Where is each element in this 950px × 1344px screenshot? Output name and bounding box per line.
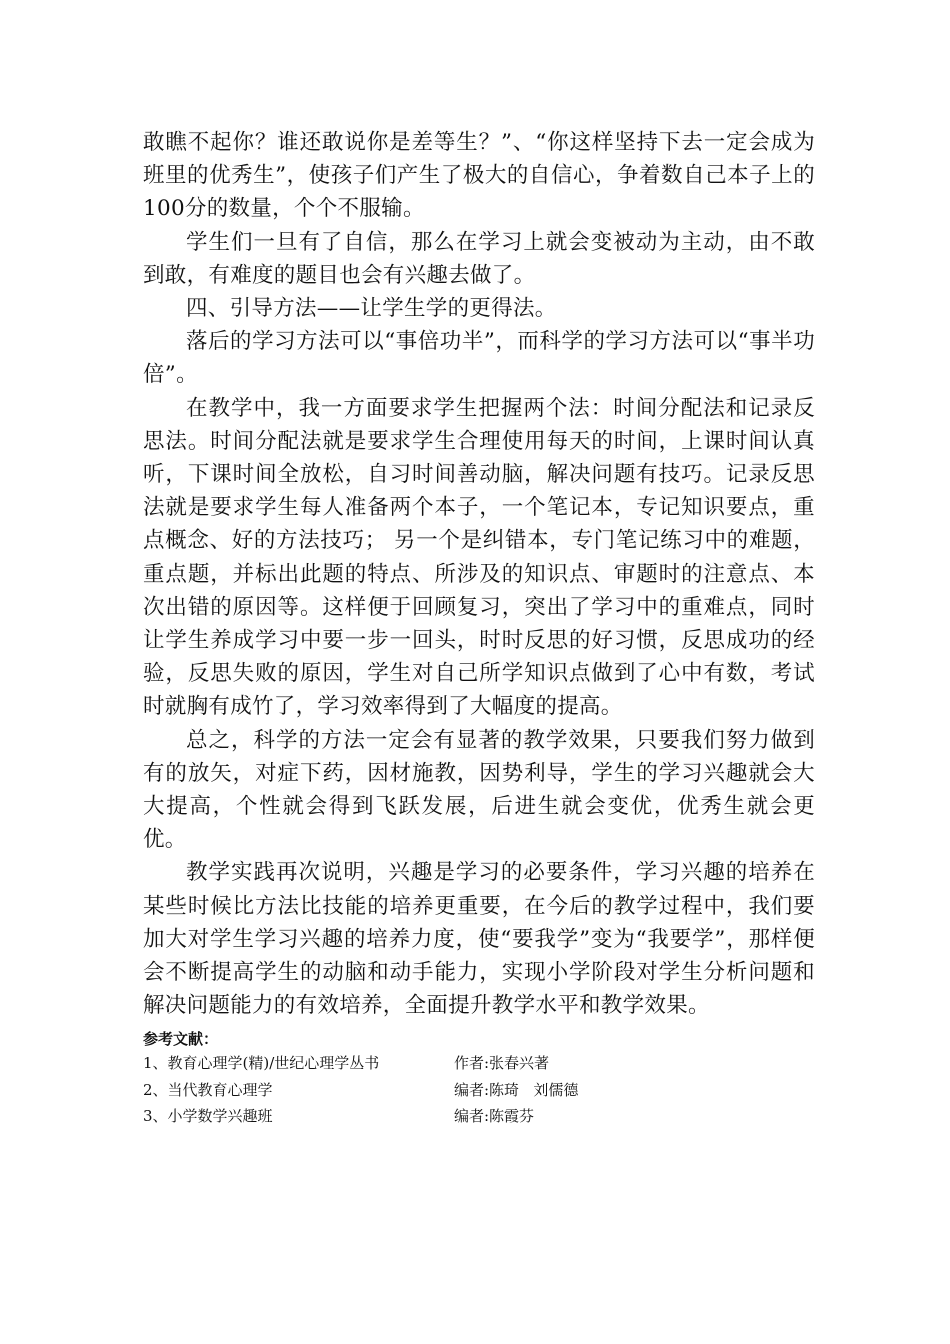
reference-title: 2、当代教育心理学 [143,1080,273,1099]
reference-item [143,1103,815,1130]
body-paragraph: 总之，科学的方法一定会有显著的教学效果，只要我们努力做到有的放矢，对症下药，因材施教，因势利导，学生的学习兴趣就会大大提高，个性就会得到飞跃发展，后进生就会变优，优秀生就会更优。 [143,727,815,853]
reference-author: 作者:张春兴著 [454,1054,550,1073]
references-section [143,1028,815,1130]
references-title: 参考文献： [143,1030,219,1049]
reference-item [143,1050,815,1077]
reference-author: 编者:陈琦 刘儒德 [454,1080,579,1099]
section-heading: 四、引导方法——让学生学的更得法。 [186,296,557,322]
reference-title: 3、小学数学兴趣班 [143,1107,273,1126]
reference-title: 1、教育心理学(精)/世纪心理学丛书 [143,1054,380,1073]
body-paragraph: 教学实践再次说明，兴趣是学习的必要条件，学习兴趣的培养在某些时候比方法比技能的培养更重要，在今后的教学过程中，我们要加大对学生学习兴趣的培养力度，使“要我学”变为“我要学”，那样便会不断提高学生的动脑和动手能力，实现小学阶段对学生分析问题和解决问题能力的有效培养，全面提升教学水平和教学效果。 [143,860,815,1019]
reference-item [143,1077,815,1104]
body-paragraph: 敢瞧不起你？谁还敢说你是差等生？”、“你这样坚持下去一定会成为班里的优秀生”，使孩子们产生了极大的自信心，争着数自己本子上的100分的数量，个个不服输。 [143,130,815,222]
reference-author: 编者:陈霞芬 [454,1107,535,1126]
document-page [143,126,815,1130]
body-paragraph: 落后的学习方法可以“事倍功半”，而科学的学习方法可以“事半功倍”。 [143,329,815,388]
body-paragraph: 在教学中，我一方面要求学生把握两个法：时间分配法和记录反思法。时间分配法就是要求学生合理使用每天的时间，上课时间认真听，下课时间全放松，自习时间善动脑，解决问题有技巧。记录反思法就是要求学生每人准备两个本子，一个笔记本，专记知识要点，重点概念、好的方法技巧； 另一个是纠错本，专门笔记练习中的难题，重点题，并标出此题的特点、所涉及的知识点、审题时的注意点、本次出错的原因等。这样便于回顾复习，突出了学习中的重难点，同时让学生养成学习中要一步一回头，时时反思的好习惯，反思成功的经验，反思失败的原因，学生对自己所学知识点做到了心中有数，考试时就胸有成竹了，学习效率得到了大幅度的提高。 [143,395,815,720]
body-paragraph: 学生们一旦有了自信，那么在学习上就会变被动为主动，由不敢到敢，有难度的题目也会有兴趣去做了。 [143,229,815,288]
